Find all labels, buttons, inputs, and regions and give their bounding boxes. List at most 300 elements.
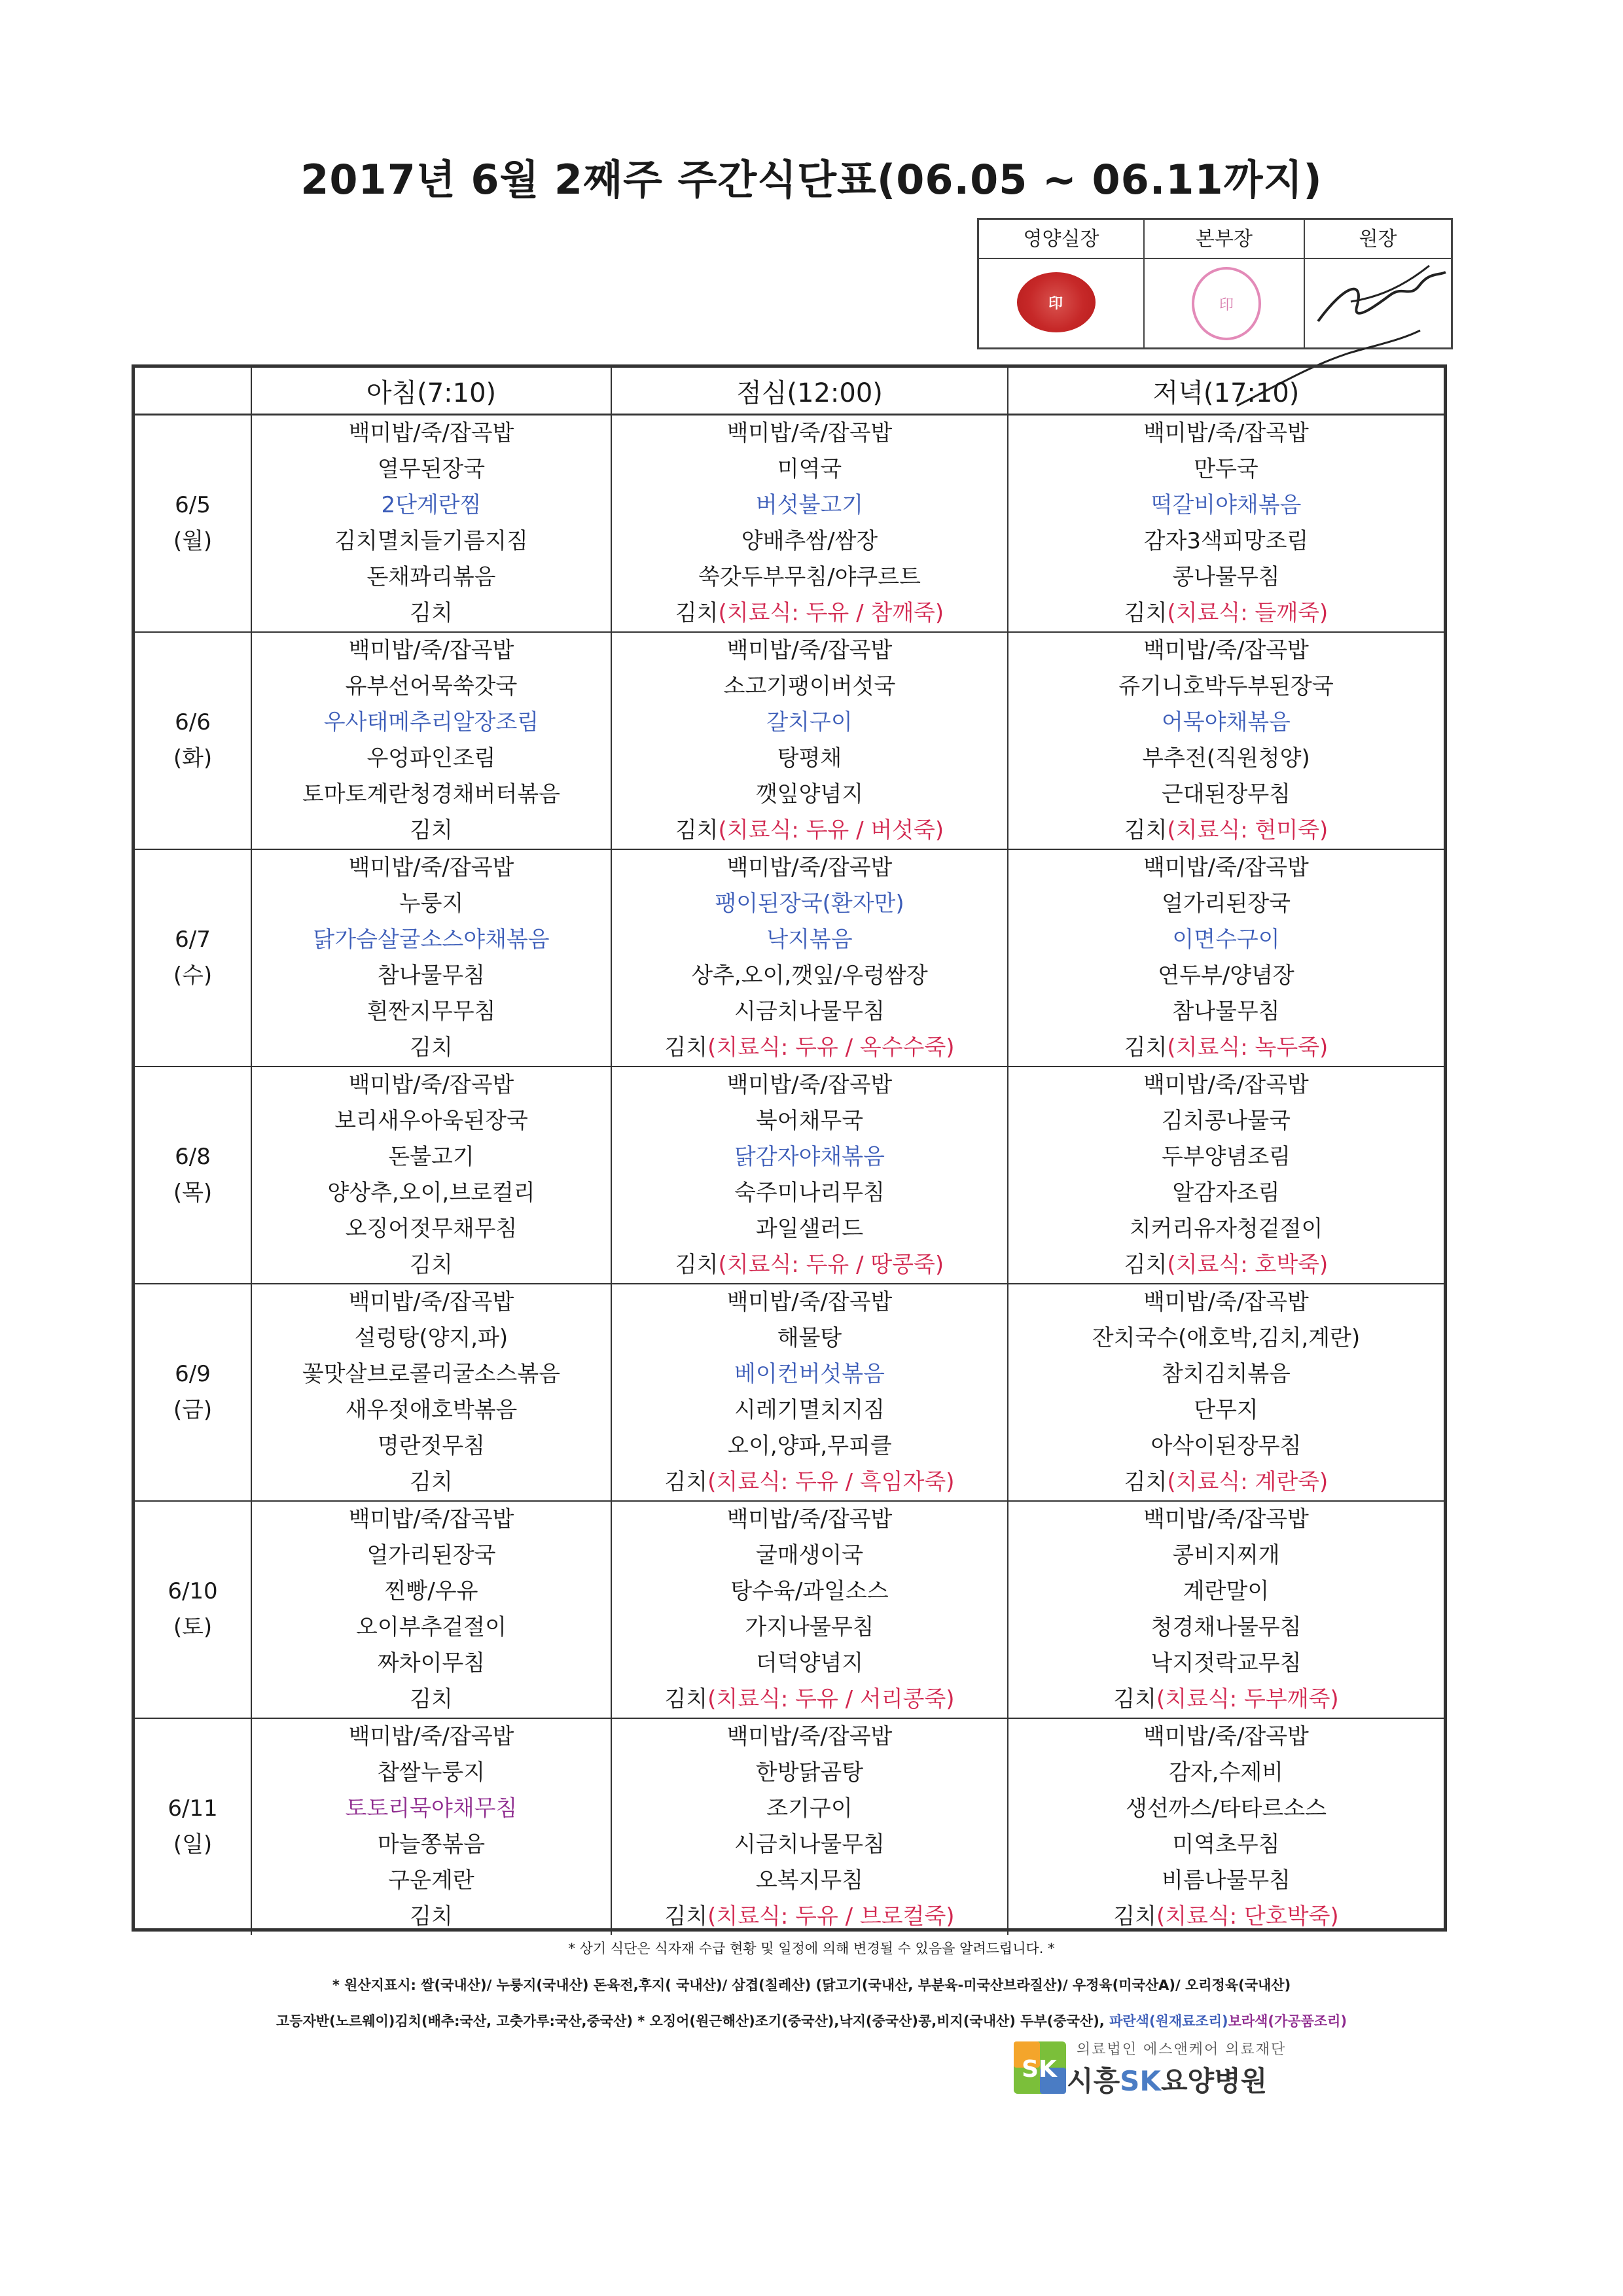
menu-item-text: 백미밥/죽/잡곡밥 <box>1143 855 1309 881</box>
menu-item <box>1008 559 1444 595</box>
menu-item <box>1008 1030 1444 1066</box>
menu-item-text: 김치 <box>1124 600 1168 626</box>
menu-item-text: 치커리유자청겉절이 <box>1129 1216 1323 1242</box>
menu-item <box>252 1103 611 1139</box>
menu-item-text: 낙지볶음 <box>766 927 853 953</box>
menu-item-text: 얼가리된장국 <box>366 1542 496 1568</box>
menu-item-text: 짜차이무침 <box>377 1650 486 1676</box>
menu-item <box>1008 1464 1444 1500</box>
menu-item-text: 미역국 <box>777 456 842 482</box>
menu-item-text: 김치 <box>410 1903 453 1930</box>
menu-item-text: 토토리묵야채무침 <box>345 1795 518 1822</box>
menu-item-text: 돈채꽈리볶음 <box>366 564 496 590</box>
menu-item <box>252 1719 611 1755</box>
menu-item <box>252 1356 611 1392</box>
menu-item-text: 열무된장국 <box>377 456 486 482</box>
menu-item <box>612 1320 1007 1356</box>
menu-item-text: 명란젓무침 <box>377 1433 486 1459</box>
menu-item <box>252 1464 611 1500</box>
day-cell <box>135 1284 251 1501</box>
menu-item-text: 깻잎양념지 <box>755 781 864 807</box>
menu-item <box>1008 1428 1444 1464</box>
day-date: 6/6 <box>175 709 211 735</box>
menu-item <box>612 1610 1007 1646</box>
menu-item-text: 낙지젓락교무침 <box>1150 1650 1302 1676</box>
menu-item <box>252 1139 611 1175</box>
org-name-sk: SK <box>1120 2065 1161 2097</box>
menu-item-text: 콩나물무침 <box>1172 564 1280 590</box>
menu-item-text: 김치 <box>410 817 453 843</box>
menu-item <box>252 669 611 705</box>
menu-item <box>252 958 611 994</box>
menu-item-text: 백미밥/죽/잡곡밥 <box>348 1072 514 1098</box>
menu-item-text: 오이,양파,무피클 <box>727 1433 892 1459</box>
menu-item-text: 계란말이 <box>1183 1578 1270 1604</box>
day-weekday: (금) <box>173 1397 213 1423</box>
menu-item <box>252 1428 611 1464</box>
origin-line-1: * 원산지표시: 쌀(국내산)/ 누룽지(국내산) 돈육전,후지( 국내산)/ 삼겹(칠레산) (닭고기(국내산, 부분육-미국산브라질산)/ 우정육(미국산A)/ 오리정육(국내산) <box>332 1977 1291 1993</box>
header-dinner: 저녁(17:10) <box>1008 368 1444 415</box>
lunch-cell <box>611 1284 1008 1501</box>
day-weekday: (화) <box>173 745 213 771</box>
menu-item <box>1008 451 1444 487</box>
menu-item <box>612 1755 1007 1791</box>
menu-item-text: 백미밥/죽/잡곡밥 <box>726 855 893 881</box>
day-date: 6/7 <box>175 927 211 953</box>
menu-item <box>252 559 611 595</box>
menu-item <box>1008 1067 1444 1103</box>
menu-item-text: 상추,오이,깻잎/우렁쌈장 <box>691 963 928 989</box>
menu-item-text: 근대된장무침 <box>1161 781 1291 807</box>
day-row <box>135 1718 1444 1935</box>
header-day <box>135 368 251 415</box>
menu-item-text: 김치 <box>675 600 719 626</box>
org-name-prefix: 시흥 <box>1067 2065 1120 2097</box>
therapeutic-diet-note: (치료식: 호박죽) <box>1167 1252 1329 1278</box>
menu-item-text: 백미밥/죽/잡곡밥 <box>726 1289 893 1315</box>
menu-item <box>1008 1827 1444 1863</box>
menu-item <box>252 1827 611 1863</box>
menu-item-text: 오징어젓무채무침 <box>345 1216 518 1242</box>
approval-header-nutrition: 영양실장 <box>979 220 1143 259</box>
menu-item-text: 김치 <box>664 1903 708 1930</box>
menu-item-text: 유부선어묵쑥갓국 <box>345 673 518 699</box>
menu-item-text: 김치 <box>675 1252 719 1278</box>
menu-item <box>612 1464 1007 1500</box>
menu-item-text: 시금치나물무침 <box>734 1831 885 1858</box>
therapeutic-diet-note: (치료식: 두부깨죽) <box>1156 1686 1339 1712</box>
menu-item <box>612 922 1007 958</box>
menu-item <box>252 1574 611 1610</box>
menu-item-text: 토마토계란청경채버터볶음 <box>302 781 561 807</box>
day-row <box>135 1067 1444 1284</box>
menu-item <box>612 705 1007 741</box>
lunch-cell <box>611 1067 1008 1284</box>
menu-item-text: 백미밥/죽/잡곡밥 <box>1143 1506 1309 1532</box>
menu-item <box>612 1356 1007 1392</box>
menu-item-text: 찹쌀누룽지 <box>377 1759 486 1786</box>
menu-item-text: 조기구이 <box>766 1795 853 1822</box>
menu-item <box>1008 741 1444 777</box>
menu-item-text: 갈치구이 <box>766 709 853 735</box>
menu-item-text: 부추전(직원청양) <box>1142 745 1310 771</box>
menu-item <box>612 1211 1007 1247</box>
menu-item-text: 백미밥/죽/잡곡밥 <box>726 1723 893 1750</box>
hospital-logo-icon <box>1012 2036 1067 2096</box>
menu-item-text: 우엉파인조림 <box>366 745 496 771</box>
menu-item-text: 김치 <box>1124 1469 1168 1495</box>
menu-item <box>612 1682 1007 1718</box>
therapeutic-diet-note: (치료식: 두유 / 옥수수죽) <box>707 1034 955 1061</box>
dinner-cell <box>1008 1718 1444 1935</box>
menu-item <box>1008 850 1444 886</box>
day-cell <box>135 1718 251 1935</box>
day-date: 6/9 <box>175 1361 211 1387</box>
lunch-cell <box>611 1718 1008 1935</box>
approval-stamp-cell-1 <box>979 259 1143 347</box>
menu-item-text: 비름나물무침 <box>1161 1867 1291 1894</box>
menu-item <box>1008 994 1444 1030</box>
therapeutic-diet-note: (치료식: 두유 / 참깨죽) <box>718 600 944 626</box>
menu-item <box>252 1863 611 1899</box>
menu-item <box>252 1791 611 1827</box>
menu-item-text: 백미밥/죽/잡곡밥 <box>1143 637 1309 663</box>
day-weekday: (목) <box>173 1180 213 1206</box>
menu-item-text: 백미밥/죽/잡곡밥 <box>348 420 514 446</box>
menu-item <box>612 741 1007 777</box>
menu-item <box>1008 1791 1444 1827</box>
menu-item <box>252 1610 611 1646</box>
menu-item <box>612 886 1007 922</box>
page-title: 2017년 6월 2째주 주간식단표(06.05 ~ 06.11까지) <box>300 156 1323 203</box>
menu-item-text: 김치콩나물국 <box>1161 1108 1291 1134</box>
menu-item-text: 오이부추겉절이 <box>356 1614 507 1640</box>
menu-item-text: 시금치나물무침 <box>734 998 885 1025</box>
menu-item <box>612 1139 1007 1175</box>
svg-text:SK: SK <box>1022 2056 1057 2083</box>
therapeutic-diet-note: (치료식: 현미죽) <box>1167 817 1329 843</box>
menu-item <box>612 1103 1007 1139</box>
menu-item <box>612 813 1007 849</box>
dinner-cell <box>1008 1501 1444 1718</box>
therapeutic-diet-note: (치료식: 단호박죽) <box>1156 1903 1339 1930</box>
menu-item <box>252 777 611 813</box>
menu-item-text: 김치 <box>410 1252 453 1278</box>
menu-item <box>612 1538 1007 1574</box>
menu-item <box>1008 1247 1444 1283</box>
menu-item-text: 오복지무침 <box>755 1867 864 1894</box>
menu-item-text: 백미밥/죽/잡곡밥 <box>726 637 893 663</box>
menu-item-text: 콩비지찌개 <box>1172 1542 1280 1568</box>
menu-item <box>1008 1719 1444 1755</box>
menu-item-text: 알감자조림 <box>1172 1180 1280 1206</box>
menu-item-text: 아삭이된장무침 <box>1150 1433 1302 1459</box>
menu-item-text: 닭가슴살굴소스야채볶음 <box>313 927 550 953</box>
menu-item <box>612 1247 1007 1283</box>
menu-item-text: 김치 <box>1113 1903 1156 1930</box>
menu-item <box>252 1320 611 1356</box>
menu-item <box>1008 1755 1444 1791</box>
menu-item <box>252 1284 611 1320</box>
menu-item-text: 김치 <box>1113 1686 1156 1712</box>
breakfast-cell <box>251 1284 611 1501</box>
menu-item <box>1008 1502 1444 1538</box>
menu-item <box>612 1863 1007 1899</box>
menu-item <box>1008 1392 1444 1428</box>
menu-item-text: 2단계란찜 <box>381 492 482 518</box>
menu-item <box>1008 1682 1444 1718</box>
menu-item-text: 소고기팽이버섯국 <box>723 673 896 699</box>
menu-item <box>612 487 1007 523</box>
menu-item <box>612 1067 1007 1103</box>
menu-item <box>1008 1863 1444 1899</box>
day-row <box>135 632 1444 849</box>
therapeutic-diet-note: (치료식: 두유 / 땅콩죽) <box>718 1252 944 1278</box>
breakfast-cell <box>251 632 611 849</box>
menu-item <box>612 633 1007 669</box>
menu-item-text: 백미밥/죽/잡곡밥 <box>348 1723 514 1750</box>
lunch-cell <box>611 415 1008 633</box>
red-seal-stamp: 印 <box>1017 272 1096 332</box>
day-cell <box>135 1067 251 1284</box>
menu-item-text: 누룽지 <box>399 891 464 917</box>
menu-item-text: 양배추쌈/쌈장 <box>741 528 878 554</box>
dinner-cell <box>1008 1284 1444 1501</box>
menu-item <box>1008 1284 1444 1320</box>
menu-item-text: 보리새우아욱된장국 <box>334 1108 528 1134</box>
menu-item-text: 떡갈비야채볶음 <box>1150 492 1302 518</box>
menu-item <box>252 705 611 741</box>
menu-item <box>1008 1320 1444 1356</box>
menu-item-text: 백미밥/죽/잡곡밥 <box>348 1289 514 1315</box>
day-row <box>135 1501 1444 1718</box>
org-name-suffix: 요양병원 <box>1160 2065 1268 2097</box>
menu-item <box>252 1211 611 1247</box>
menu-item-text: 백미밥/죽/잡곡밥 <box>348 637 514 663</box>
menu-item <box>252 813 611 849</box>
menu-item <box>252 886 611 922</box>
menu-item-text: 미역초무침 <box>1172 1831 1280 1858</box>
menu-item <box>612 1030 1007 1066</box>
menu-item-text: 돈불고기 <box>388 1144 474 1170</box>
menu-item-text: 백미밥/죽/잡곡밥 <box>726 1072 893 1098</box>
menu-item <box>1008 415 1444 451</box>
menu-item <box>612 1574 1007 1610</box>
menu-item-text: 쑥갓두부무침/야쿠르트 <box>698 564 921 590</box>
menu-item-text: 감자3색피망조림 <box>1143 528 1309 554</box>
menu-item <box>612 451 1007 487</box>
menu-item <box>1008 487 1444 523</box>
menu-item <box>252 1067 611 1103</box>
day-weekday: (토) <box>173 1614 213 1640</box>
breakfast-cell <box>251 849 611 1067</box>
menu-item-text: 만두국 <box>1194 456 1258 482</box>
menu-item <box>1008 1103 1444 1139</box>
menu-item-text: 찐빵/우유 <box>384 1578 478 1604</box>
menu-item <box>252 1755 611 1791</box>
org-name <box>1067 2060 1267 2099</box>
therapeutic-diet-note: (치료식: 들깨죽) <box>1167 600 1329 626</box>
dinner-cell <box>1008 632 1444 849</box>
approval-header-director: 본부장 <box>1143 220 1304 259</box>
menu-item-text: 흰짠지무무침 <box>366 998 496 1025</box>
menu-item <box>612 958 1007 994</box>
menu-item <box>612 1175 1007 1211</box>
menu-item-text: 김치 <box>410 1686 453 1712</box>
menu-item-text: 베이컨버섯볶음 <box>734 1361 885 1387</box>
menu-item-text: 얼가리된장국 <box>1161 891 1291 917</box>
menu-item <box>252 1502 611 1538</box>
menu-item <box>1008 1139 1444 1175</box>
day-date: 6/10 <box>168 1578 218 1604</box>
menu-item <box>612 595 1007 631</box>
menu-item <box>612 523 1007 559</box>
menu-item <box>612 669 1007 705</box>
day-date: 6/8 <box>175 1144 211 1170</box>
menu-item <box>1008 777 1444 813</box>
menu-item <box>612 1899 1007 1935</box>
day-weekday: (일) <box>173 1831 213 1858</box>
menu-item-text: 김치 <box>410 1034 453 1061</box>
day-weekday: (월) <box>173 528 213 554</box>
menu-item <box>252 1175 611 1211</box>
menu-item-text: 김치 <box>410 600 453 626</box>
menu-item-text: 백미밥/죽/잡곡밥 <box>1143 420 1309 446</box>
menu-item-text: 북어채무국 <box>755 1108 864 1134</box>
therapeutic-diet-note: (치료식: 두유 / 브로컬죽) <box>707 1903 955 1930</box>
menu-item <box>252 994 611 1030</box>
menu-item <box>252 451 611 487</box>
menu-item-text: 김치 <box>664 1686 708 1712</box>
menu-item <box>612 1392 1007 1428</box>
menu-item-text: 해물탕 <box>777 1325 842 1351</box>
menu-item-text: 생선까스/타타르소스 <box>1125 1795 1327 1822</box>
breakfast-cell <box>251 1718 611 1935</box>
day-cell <box>135 632 251 849</box>
menu-item-text: 더덕양념지 <box>755 1650 864 1676</box>
menu-item-text: 시레기멸치지짐 <box>734 1397 885 1423</box>
breakfast-cell <box>251 1067 611 1284</box>
menu-item-text: 이면수구이 <box>1172 927 1280 953</box>
menu-item-text: 굴매생이국 <box>755 1542 864 1568</box>
menu-item <box>612 994 1007 1030</box>
menu-item <box>252 741 611 777</box>
menu-item <box>1008 633 1444 669</box>
menu-item-text: 어묵야채볶음 <box>1161 709 1291 735</box>
menu-item <box>1008 1574 1444 1610</box>
menu-body <box>135 415 1444 1935</box>
menu-item <box>612 1827 1007 1863</box>
notice-line: * 상기 식단은 식자재 수급 현황 및 일정에 의해 변경될 수 있음을 알려드립니다. * <box>568 1941 1055 1956</box>
menu-item <box>1008 1356 1444 1392</box>
menu-item <box>1008 669 1444 705</box>
breakfast-cell <box>251 1501 611 1718</box>
menu-item-text: 탕평채 <box>777 745 842 771</box>
menu-item-text: 참나물무침 <box>377 963 486 989</box>
menu-item-text: 쥬기니호박두부된장국 <box>1118 673 1334 699</box>
lunch-cell <box>611 1501 1008 1718</box>
menu-item <box>612 1284 1007 1320</box>
menu-item <box>1008 1538 1444 1574</box>
menu-item <box>252 922 611 958</box>
menu-item <box>1008 595 1444 631</box>
menu-item-text: 김치 <box>1124 817 1168 843</box>
menu-item-text: 마늘쫑볶음 <box>377 1831 486 1858</box>
therapeutic-diet-note: (치료식: 두유 / 서리콩죽) <box>707 1686 955 1712</box>
menu-item-text: 양상추,오이,브로컬리 <box>327 1180 535 1206</box>
menu-item <box>252 1646 611 1682</box>
menu-item-text: 가지나물무침 <box>745 1614 874 1640</box>
day-cell <box>135 849 251 1067</box>
menu-item <box>1008 958 1444 994</box>
menu-item-text: 과일샐러드 <box>755 1216 864 1242</box>
menu-item <box>1008 1175 1444 1211</box>
day-date: 6/5 <box>175 492 211 518</box>
menu-item <box>612 1646 1007 1682</box>
menu-item <box>252 1899 611 1935</box>
menu-item-text: 한방닭곰탕 <box>755 1759 864 1786</box>
menu-item-text: 새우젓애호박볶음 <box>345 1397 518 1423</box>
origin-line-2 <box>0 2011 1623 2030</box>
menu-item-text: 탕수육/과일소스 <box>730 1578 889 1604</box>
menu-item <box>612 1719 1007 1755</box>
day-date: 6/11 <box>168 1795 218 1822</box>
breakfast-cell <box>251 415 611 633</box>
menu-item-text: 백미밥/죽/잡곡밥 <box>726 420 893 446</box>
day-cell <box>135 415 251 633</box>
menu-item-text: 김치 <box>1124 1034 1168 1061</box>
menu-item-text: 감자,수제비 <box>1168 1759 1284 1786</box>
menu-item-text: 잔치국수(애호박,김치,계란) <box>1092 1325 1361 1351</box>
therapeutic-diet-note: (치료식: 두유 / 버섯죽) <box>718 817 944 843</box>
day-cell <box>135 1501 251 1718</box>
menu-item <box>252 633 611 669</box>
lunch-cell <box>611 849 1008 1067</box>
menu-item <box>252 487 611 523</box>
menu-item-text: 백미밥/죽/잡곡밥 <box>1143 1072 1309 1098</box>
menu-item <box>252 850 611 886</box>
menu-item-text: 김치 <box>664 1469 708 1495</box>
menu-item <box>1008 1211 1444 1247</box>
menu-item-text: 연두부/양념장 <box>1158 963 1294 989</box>
therapeutic-diet-note: (치료식: 녹두죽) <box>1167 1034 1329 1061</box>
menu-item-text: 김치 <box>664 1034 708 1061</box>
menu-item-text: 청경채나물무침 <box>1150 1614 1302 1640</box>
menu-item-text: 꽃맛살브로콜리굴소스볶음 <box>302 1361 561 1387</box>
origin-line-2-text: 고등자반(노르웨이)김치(배추:국산, 고춧가루:국산,중국산) * 오징어(원근해산)조기(중국산),낙지(중국산)콩,비지(국내산) 두부(중국산), <box>276 2013 1105 2029</box>
dinner-cell <box>1008 415 1444 633</box>
approval-header-head: 원장 <box>1304 220 1451 259</box>
therapeutic-diet-note: (치료식: 계란죽) <box>1167 1469 1329 1495</box>
legend-purple: 보라색(가공품조리) <box>1228 2013 1347 2029</box>
menu-item-text: 우사태메추리알장조림 <box>323 709 539 735</box>
menu-item <box>1008 1610 1444 1646</box>
day-row <box>135 1284 1444 1501</box>
menu-item <box>1008 705 1444 741</box>
therapeutic-diet-note: (치료식: 두유 / 흑임자죽) <box>707 1469 955 1495</box>
legend-blue: 파란색(원재료조리) <box>1109 2013 1228 2029</box>
menu-item-text: 단무지 <box>1194 1397 1258 1423</box>
menu-item <box>612 1428 1007 1464</box>
menu-item <box>1008 523 1444 559</box>
menu-item-text: 김치멸치들기름지짐 <box>334 528 528 554</box>
menu-item <box>612 559 1007 595</box>
dinner-cell <box>1008 1067 1444 1284</box>
menu-item-text: 김치 <box>675 817 719 843</box>
menu-item <box>252 523 611 559</box>
menu-table <box>132 364 1447 1932</box>
menu-item <box>1008 922 1444 958</box>
